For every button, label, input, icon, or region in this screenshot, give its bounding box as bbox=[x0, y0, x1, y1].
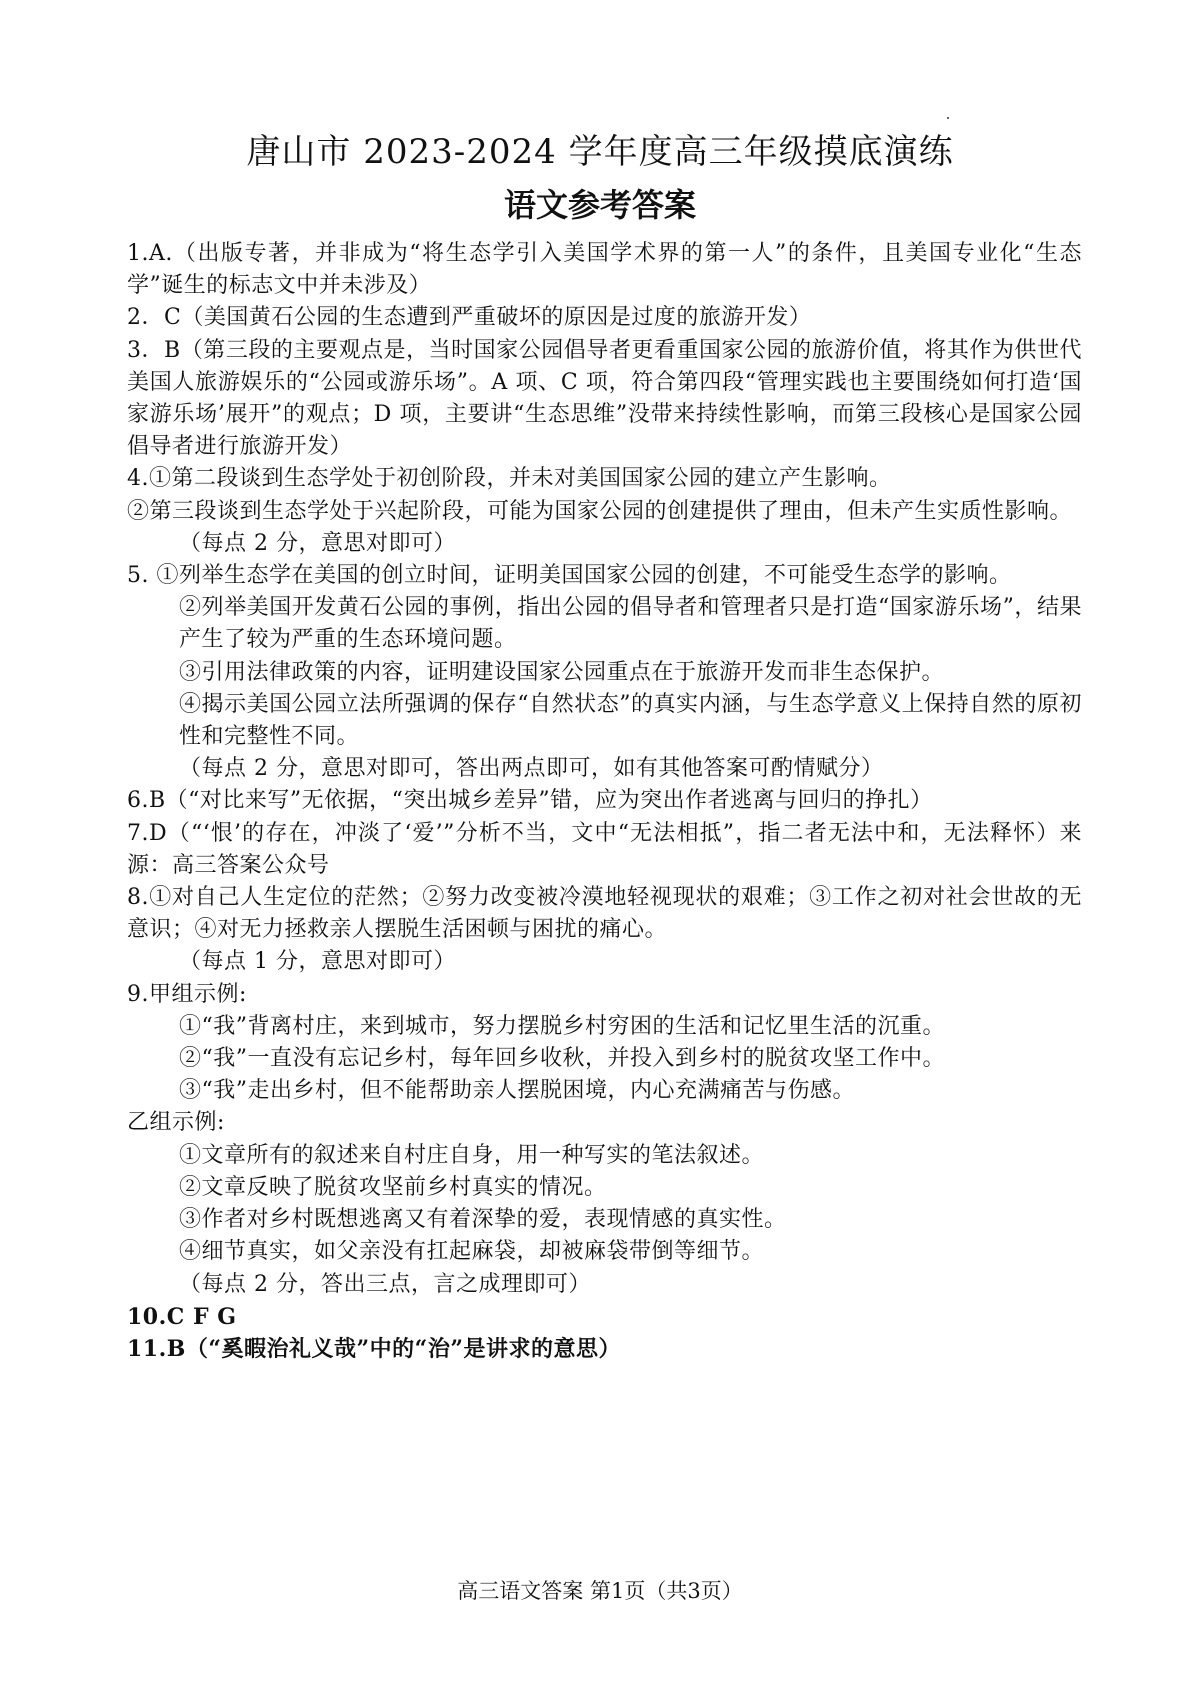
page-footer: 高三语文答案 第1页（共3页） bbox=[457, 1579, 743, 1603]
answer-1: 1.A.（出版专著，并非成为“将生态学引入美国学术界的第一人”的条件，且美国专业化“生态学”诞生的标志文中并未涉及） bbox=[127, 241, 1082, 299]
answer-9-scoring: （每点 2 分，答出三点，言之成理即可） bbox=[179, 1271, 591, 1297]
answer-7: 7.D（“‘恨’的存在，冲淡了‘爱’”分析不当，文中“无法相抵”，指二者无法中和，无法释怀）来源：高三答案公众号 bbox=[127, 820, 1082, 878]
answer-9-group-b-heading: 乙组示例: bbox=[127, 1110, 225, 1136]
answer-5-point-2: ②列举美国开发黄石公园的事例，指出公园的倡导者和管理者只是打造“国家游乐场”，结果产生了较为严重的生态环境问题。 bbox=[179, 595, 1082, 653]
answer-9-group-b-1: ①文章所有的叙述来自村庄自身，用一种写实的笔法叙述。 bbox=[179, 1142, 765, 1168]
answer-3: 3．B（第三段的主要观点是，当时国家公园倡导者更看重国家公园的旅游价值，将其作为供世代美国人旅游娱乐的“公园或游乐场”。A 项、C 项，符合第四段“管理实践也主要围绕如何打造‘国家游乐场’展开”的观点；D 项，主要讲“生态思维”没带来持续性影响，而第三段核心是国家公园倡导者进行旅游开发） bbox=[127, 337, 1082, 460]
answer-5-point-3: ③引用法律政策的内容，证明建设国家公园重点在于旅游开发而非生态保护。 bbox=[179, 659, 945, 685]
answer-5-point-4: ④揭示美国公园立法所强调的保存“自然状态”的真实内涵，与生态学意义上保持自然的原初性和完整性不同。 bbox=[179, 691, 1082, 750]
answer-4-point-2: ②第三段谈到生态学处于兴起阶段，可能为国家公园的创建提供了理由，但未产生实质性影响。 bbox=[127, 498, 1073, 524]
answer-11: 11.B（“奚暇治礼义哉”中的“治”是讲求的意思） bbox=[127, 1335, 621, 1362]
answer-2: 2．C（美国黄石公园的生态遭到严重破坏的原因是过度的旅游开发） bbox=[127, 305, 812, 331]
page-subtitle: 语文参考答案 bbox=[503, 186, 696, 224]
scan-speck bbox=[947, 117, 949, 119]
answer-5-scoring: （每点 2 分，意思对即可，答出两点即可，如有其他答案可酌情赋分） bbox=[179, 756, 884, 782]
answer-6: 6.B（“对比来写”无依据，“突出城乡差异”错，应为突出作者逃离与回归的挣扎） bbox=[127, 788, 933, 814]
answer-9-group-a-1: ①“我”背离村庄，来到城市，努力摆脱乡村穷困的生活和记忆里生活的沉重。 bbox=[179, 1013, 945, 1039]
page-title: 唐山市 2023-2024 学年度高三年级摸底演练 bbox=[246, 132, 954, 172]
answer-9-group-a-heading: 9.甲组示例: bbox=[127, 981, 247, 1007]
answer-9-group-b-3: ③作者对乡村既想逃离又有着深挚的爱，表现情感的真实性。 bbox=[179, 1207, 787, 1233]
answer-9-group-a-3: ③“我”走出乡村，但不能帮助亲人摆脱困境，内心充满痛苦与伤感。 bbox=[179, 1078, 855, 1104]
answer-5-point-1: 5. ①列举生态学在美国的创立时间，证明美国国家公园的创建，不可能受生态学的影响。 bbox=[127, 563, 1012, 589]
answer-4-scoring: （每点 2 分，意思对即可） bbox=[179, 530, 456, 556]
answer-8-scoring: （每点 1 分，意思对即可） bbox=[179, 949, 456, 975]
answer-10: 10.C F G bbox=[127, 1303, 237, 1330]
answer-9-group-b-2: ②文章反映了脱贫攻坚前乡村真实的情况。 bbox=[179, 1174, 607, 1200]
answer-4-point-1: 4.①第二段谈到生态学处于初创阶段，并未对美国国家公园的建立产生影响。 bbox=[127, 466, 892, 492]
answer-9-group-a-2: ②“我”一直没有忘记乡村，每年回乡收秋，并投入到乡村的脱贫攻坚工作中。 bbox=[179, 1046, 945, 1072]
answer-9-group-b-4: ④细节真实，如父亲没有扛起麻袋，却被麻袋带倒等细节。 bbox=[179, 1239, 765, 1265]
answer-8: 8.①对自己人生定位的茫然；②努力改变被冷漠地轻视现状的艰难；③工作之初对社会世故的无意识；④对无力拯救亲人摆脱生活困顿与困扰的痛心。 bbox=[127, 885, 1082, 943]
answer-list bbox=[127, 238, 1082, 1365]
